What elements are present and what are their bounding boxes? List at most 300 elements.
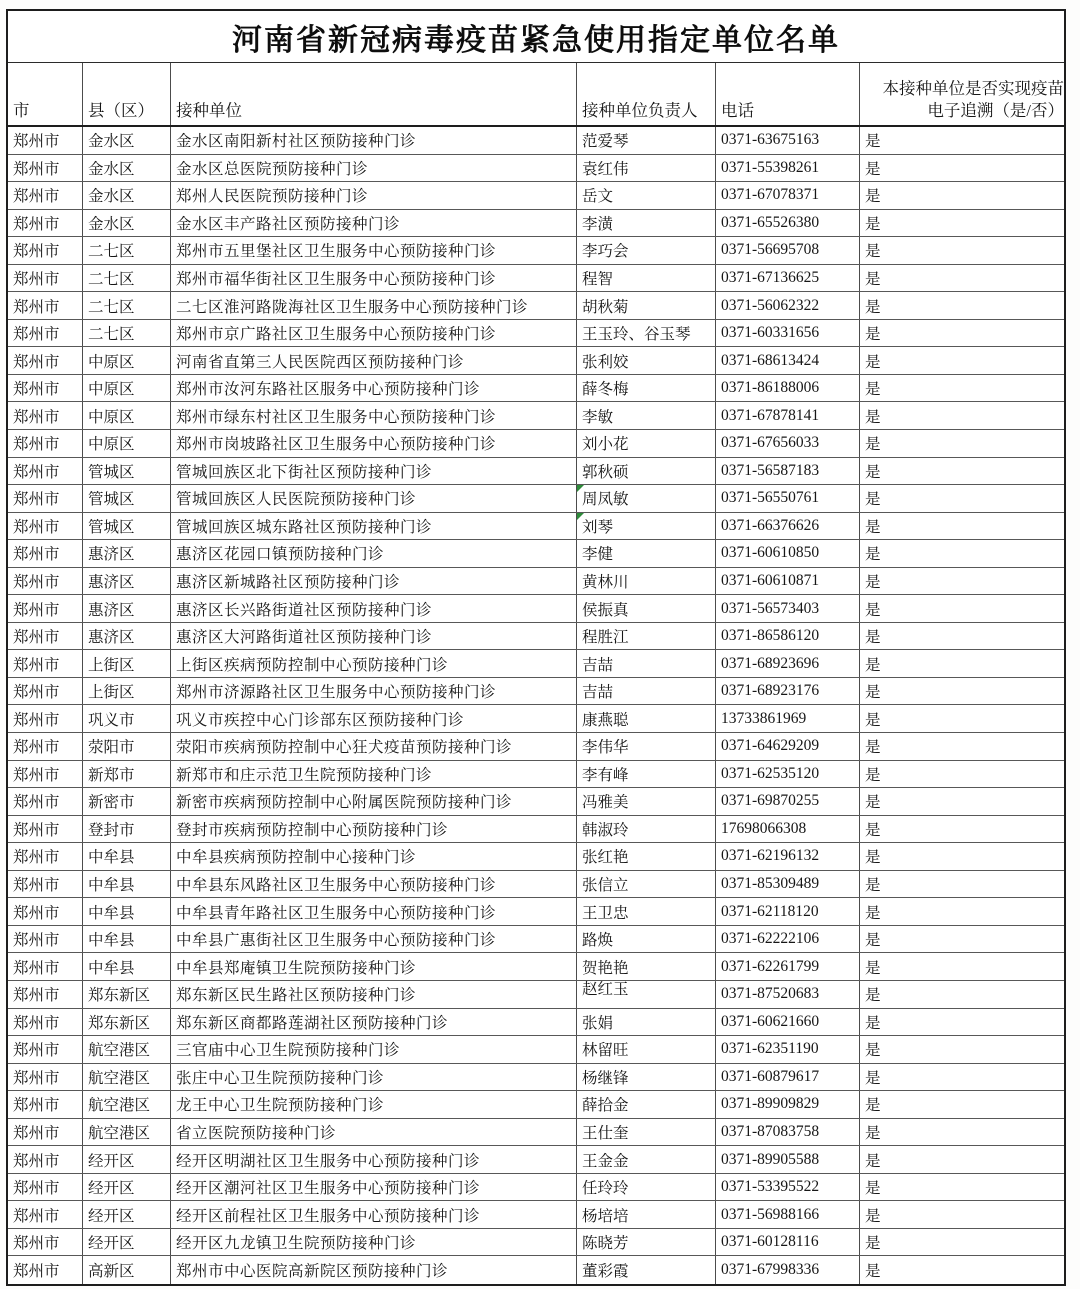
cell-phone: 0371-67136625 bbox=[716, 265, 860, 292]
cell-unit: 三官庙中心卫生院预防接种门诊 bbox=[171, 1036, 577, 1063]
cell-leader: 吉喆 bbox=[577, 678, 716, 705]
cell-district: 中牟县 bbox=[83, 953, 171, 980]
cell-district: 经开区 bbox=[83, 1201, 171, 1228]
table-row bbox=[8, 1174, 1064, 1202]
cell-trace: 是 bbox=[865, 1014, 881, 1032]
cell-phone: 0371-69870255 bbox=[716, 788, 860, 815]
cell-trace: 是 bbox=[865, 794, 881, 812]
cell-unit: 郑东新区民生路社区预防接种门诊 bbox=[171, 981, 577, 1008]
cell-leader: 任玲玲 bbox=[577, 1174, 716, 1201]
cell-trace: 是 bbox=[865, 408, 881, 426]
cell-unit: 惠济区长兴路街道社区预防接种门诊 bbox=[171, 595, 577, 622]
cell-district: 惠济区 bbox=[83, 595, 171, 622]
cell-phone: 0371-85309489 bbox=[716, 871, 860, 898]
cell-trace: 是 bbox=[865, 877, 881, 895]
table-row bbox=[8, 430, 1064, 458]
table-row bbox=[8, 843, 1064, 871]
cell-phone: 0371-62351190 bbox=[716, 1036, 860, 1063]
table-row bbox=[8, 733, 1064, 761]
cell-district: 管城区 bbox=[83, 513, 171, 540]
cell-leader: 陈晓芳 bbox=[577, 1229, 716, 1256]
cell-city: 郑州市 bbox=[8, 981, 83, 1008]
cell-city: 郑州市 bbox=[8, 347, 83, 374]
header-cell-city: 市 bbox=[8, 63, 83, 125]
cell-unit: 中牟县疾病预防控制中心接种门诊 bbox=[171, 843, 577, 870]
cell-leader: 刘琴 bbox=[577, 513, 716, 540]
cell-phone: 0371-62222106 bbox=[716, 926, 860, 953]
cell-phone: 0371-86188006 bbox=[716, 375, 860, 402]
cell-city: 郑州市 bbox=[8, 761, 83, 788]
cell-leader: 张信立 bbox=[577, 871, 716, 898]
cell-city: 郑州市 bbox=[8, 678, 83, 705]
cell-trace: 是 bbox=[865, 298, 881, 316]
cell-city: 郑州市 bbox=[8, 733, 83, 760]
cell-phone: 0371-67998336 bbox=[716, 1256, 860, 1284]
cell-leader: 康燕聪 bbox=[577, 705, 716, 732]
cell-district: 金水区 bbox=[83, 127, 171, 154]
cell-city: 郑州市 bbox=[8, 292, 83, 319]
table-row bbox=[8, 540, 1064, 568]
cell-phone: 0371-56550761 bbox=[716, 485, 860, 512]
cell-unit: 经开区明湖社区卫生服务中心预防接种门诊 bbox=[171, 1146, 577, 1173]
table-row bbox=[8, 650, 1064, 678]
cell-district: 二七区 bbox=[83, 237, 171, 264]
table-row bbox=[8, 347, 1064, 375]
cell-city: 郑州市 bbox=[8, 540, 83, 567]
cell-city: 郑州市 bbox=[8, 705, 83, 732]
cell-city: 郑州市 bbox=[8, 926, 83, 953]
cell-trace: 是 bbox=[865, 711, 881, 729]
table-row bbox=[8, 953, 1064, 981]
cell-phone: 0371-60621660 bbox=[716, 1009, 860, 1036]
cell-unit: 中牟县青年路社区卫生服务中心预防接种门诊 bbox=[171, 898, 577, 925]
cell-phone: 0371-60331656 bbox=[716, 320, 860, 347]
cell-trace: 是 bbox=[865, 1263, 881, 1281]
cell-district: 惠济区 bbox=[83, 568, 171, 595]
cell-city: 郑州市 bbox=[8, 485, 83, 512]
cell-district: 二七区 bbox=[83, 320, 171, 347]
cell-city: 郑州市 bbox=[8, 237, 83, 264]
cell-trace: 是 bbox=[865, 326, 881, 344]
cell-leader: 范爱琴 bbox=[577, 127, 716, 154]
table-row bbox=[8, 926, 1064, 954]
cell-trace: 是 bbox=[865, 601, 881, 619]
cell-leader: 张利姣 bbox=[577, 347, 716, 374]
cell-leader: 王玉玲、谷玉琴 bbox=[577, 320, 716, 347]
cell-trace: 是 bbox=[865, 629, 881, 647]
cell-phone: 0371-62118120 bbox=[716, 898, 860, 925]
cell-unit: 管城回族区人民医院预防接种门诊 bbox=[171, 485, 577, 512]
cell-district: 登封市 bbox=[83, 816, 171, 843]
cell-city: 郑州市 bbox=[8, 1174, 83, 1201]
table-row bbox=[8, 513, 1064, 541]
cell-leader: 韩淑玲 bbox=[577, 816, 716, 843]
table-row bbox=[8, 485, 1064, 513]
cell-district: 郑东新区 bbox=[83, 981, 171, 1008]
cell-leader: 林留旺 bbox=[577, 1036, 716, 1063]
cell-district: 上街区 bbox=[83, 678, 171, 705]
cell-phone: 0371-56587183 bbox=[716, 458, 860, 485]
cell-trace: 是 bbox=[865, 133, 881, 151]
table-row bbox=[8, 210, 1064, 238]
cell-phone: 0371-56695708 bbox=[716, 237, 860, 264]
cell-leader: 张红艳 bbox=[577, 843, 716, 870]
cell-leader: 杨培培 bbox=[577, 1201, 716, 1228]
cell-leader: 李巧会 bbox=[577, 237, 716, 264]
cell-trace: 是 bbox=[865, 381, 881, 399]
cell-city: 郑州市 bbox=[8, 623, 83, 650]
cell-leader: 岳文 bbox=[577, 182, 716, 209]
cell-unit: 经开区九龙镇卫生院预防接种门诊 bbox=[171, 1229, 577, 1256]
cell-district: 惠济区 bbox=[83, 540, 171, 567]
cell-phone: 13733861969 bbox=[716, 705, 860, 732]
cell-unit: 郑州市绿东村社区卫生服务中心预防接种门诊 bbox=[171, 402, 577, 429]
table-row bbox=[8, 623, 1064, 651]
cell-city: 郑州市 bbox=[8, 155, 83, 182]
vaccine-units-table bbox=[6, 9, 1066, 1286]
cell-leader: 李潢 bbox=[577, 210, 716, 237]
cell-trace: 是 bbox=[865, 766, 881, 784]
table-row bbox=[8, 761, 1064, 789]
cell-phone: 0371-89905588 bbox=[716, 1146, 860, 1173]
cell-phone: 0371-62196132 bbox=[716, 843, 860, 870]
cell-phone: 0371-62535120 bbox=[716, 761, 860, 788]
cell-city: 郑州市 bbox=[8, 595, 83, 622]
cell-city: 郑州市 bbox=[8, 1256, 83, 1284]
cell-trace: 是 bbox=[865, 1235, 881, 1253]
cell-phone: 0371-64629209 bbox=[716, 733, 860, 760]
cell-leader: 侯振真 bbox=[577, 595, 716, 622]
cell-city: 郑州市 bbox=[8, 1119, 83, 1146]
table-row bbox=[8, 375, 1064, 403]
cell-district: 新郑市 bbox=[83, 761, 171, 788]
cell-phone: 0371-53395522 bbox=[716, 1174, 860, 1201]
cell-unit: 郑州市岗坡路社区卫生服务中心预防接种门诊 bbox=[171, 430, 577, 457]
header-cell-unit: 接种单位 bbox=[171, 63, 577, 125]
table-row bbox=[8, 788, 1064, 816]
cell-leader: 薛拾金 bbox=[577, 1091, 716, 1118]
cell-unit: 登封市疾病预防控制中心预防接种门诊 bbox=[171, 816, 577, 843]
cell-leader: 李有峰 bbox=[577, 761, 716, 788]
cell-unit: 经开区前程社区卫生服务中心预防接种门诊 bbox=[171, 1201, 577, 1228]
table-row bbox=[8, 458, 1064, 486]
cell-unit: 管城回族区北下街社区预防接种门诊 bbox=[171, 458, 577, 485]
cell-phone: 0371-67078371 bbox=[716, 182, 860, 209]
header-cell-district: 县（区） bbox=[83, 63, 171, 125]
cell-trace: 是 bbox=[865, 160, 881, 178]
cell-city: 郑州市 bbox=[8, 898, 83, 925]
table-row bbox=[8, 1256, 1064, 1284]
table-row bbox=[8, 1036, 1064, 1064]
cell-leader: 路焕 bbox=[577, 926, 716, 953]
header-cell-phone: 电话 bbox=[716, 63, 860, 125]
cell-unit: 郑州市济源路社区卫生服务中心预防接种门诊 bbox=[171, 678, 577, 705]
cell-trace: 是 bbox=[865, 849, 881, 867]
cell-leader: 赵红玉 bbox=[577, 981, 716, 1008]
cell-trace: 是 bbox=[865, 463, 881, 481]
cell-unit: 惠济区新城路社区预防接种门诊 bbox=[171, 568, 577, 595]
cell-leader: 杨继锋 bbox=[577, 1064, 716, 1091]
cell-unit: 金水区南阳新村社区预防接种门诊 bbox=[171, 127, 577, 154]
cell-city: 郑州市 bbox=[8, 402, 83, 429]
cell-phone: 0371-68923176 bbox=[716, 678, 860, 705]
cell-unit: 郑州市京广路社区卫生服务中心预防接种门诊 bbox=[171, 320, 577, 347]
table-row bbox=[8, 1091, 1064, 1119]
cell-district: 航空港区 bbox=[83, 1091, 171, 1118]
cell-trace: 是 bbox=[865, 1124, 881, 1142]
cell-district: 管城区 bbox=[83, 458, 171, 485]
cell-trace: 是 bbox=[865, 1207, 881, 1225]
cell-leader: 李伟华 bbox=[577, 733, 716, 760]
cell-phone: 0371-60879617 bbox=[716, 1064, 860, 1091]
table-row bbox=[8, 402, 1064, 430]
cell-phone: 0371-67656033 bbox=[716, 430, 860, 457]
cell-city: 郑州市 bbox=[8, 182, 83, 209]
cell-phone: 0371-60610850 bbox=[716, 540, 860, 567]
cell-district: 中牟县 bbox=[83, 843, 171, 870]
cell-unit: 新郑市和庄示范卫生院预防接种门诊 bbox=[171, 761, 577, 788]
cell-city: 郑州市 bbox=[8, 210, 83, 237]
cell-leader: 周凤敏 bbox=[577, 485, 716, 512]
cell-leader: 冯雅美 bbox=[577, 788, 716, 815]
cell-district: 管城区 bbox=[83, 485, 171, 512]
cell-leader: 袁红伟 bbox=[577, 155, 716, 182]
cell-phone: 0371-55398261 bbox=[716, 155, 860, 182]
cell-phone: 0371-89909829 bbox=[716, 1091, 860, 1118]
table-row bbox=[8, 1009, 1064, 1037]
cell-unit: 金水区总医院预防接种门诊 bbox=[171, 155, 577, 182]
cell-leader: 刘小花 bbox=[577, 430, 716, 457]
cell-district: 金水区 bbox=[83, 155, 171, 182]
cell-phone: 0371-56062322 bbox=[716, 292, 860, 319]
cell-trace: 是 bbox=[865, 987, 881, 1005]
cell-district: 新密市 bbox=[83, 788, 171, 815]
cell-city: 郑州市 bbox=[8, 1091, 83, 1118]
cell-trace: 是 bbox=[865, 1180, 881, 1198]
cell-trace: 是 bbox=[865, 821, 881, 839]
cell-unit: 荥阳市疾病预防控制中心狂犬疫苗预防接种门诊 bbox=[171, 733, 577, 760]
cell-trace: 是 bbox=[865, 518, 881, 536]
cell-unit: 郑州市五里堡社区卫生服务中心预防接种门诊 bbox=[171, 237, 577, 264]
cell-district: 中原区 bbox=[83, 402, 171, 429]
cell-leader: 董彩霞 bbox=[577, 1256, 716, 1284]
cell-trace: 是 bbox=[865, 243, 881, 261]
header-trace-line2: 电子追溯（是/否） bbox=[927, 100, 1064, 120]
cell-unit: 二七区淮河路陇海社区卫生服务中心预防接种门诊 bbox=[171, 292, 577, 319]
cell-district: 经开区 bbox=[83, 1229, 171, 1256]
cell-unit: 河南省直第三人民医院西区预防接种门诊 bbox=[171, 347, 577, 374]
cell-unit: 中牟县郑庵镇卫生院预防接种门诊 bbox=[171, 953, 577, 980]
cell-phone: 0371-68613424 bbox=[716, 347, 860, 374]
cell-district: 荥阳市 bbox=[83, 733, 171, 760]
cell-leader: 吉喆 bbox=[577, 650, 716, 677]
cell-unit: 经开区潮河社区卫生服务中心预防接种门诊 bbox=[171, 1174, 577, 1201]
cell-trace: 是 bbox=[865, 491, 881, 509]
table-row bbox=[8, 568, 1064, 596]
table-header-row bbox=[8, 63, 1064, 127]
cell-unit: 郑东新区商都路莲湖社区预防接种门诊 bbox=[171, 1009, 577, 1036]
table-row bbox=[8, 1119, 1064, 1147]
cell-district: 上街区 bbox=[83, 650, 171, 677]
cell-leader: 程胜江 bbox=[577, 623, 716, 650]
cell-city: 郑州市 bbox=[8, 375, 83, 402]
table-row bbox=[8, 182, 1064, 210]
cell-city: 郑州市 bbox=[8, 320, 83, 347]
table-row bbox=[8, 981, 1064, 1009]
cell-unit: 惠济区大河路街道社区预防接种门诊 bbox=[171, 623, 577, 650]
cell-district: 巩义市 bbox=[83, 705, 171, 732]
header-cell-trace bbox=[860, 63, 1064, 125]
cell-district: 二七区 bbox=[83, 265, 171, 292]
cell-district: 经开区 bbox=[83, 1174, 171, 1201]
cell-trace: 是 bbox=[865, 1069, 881, 1087]
cell-unit: 惠济区花园口镇预防接种门诊 bbox=[171, 540, 577, 567]
cell-unit: 郑州市汝河东路社区服务中心预防接种门诊 bbox=[171, 375, 577, 402]
cell-phone: 0371-86586120 bbox=[716, 623, 860, 650]
cell-district: 金水区 bbox=[83, 210, 171, 237]
cell-unit: 中牟县广惠街社区卫生服务中心预防接种门诊 bbox=[171, 926, 577, 953]
cell-leader: 王仕奎 bbox=[577, 1119, 716, 1146]
table-row bbox=[8, 816, 1064, 844]
cell-phone: 0371-87083758 bbox=[716, 1119, 860, 1146]
cell-phone: 0371-56988166 bbox=[716, 1201, 860, 1228]
cell-district: 航空港区 bbox=[83, 1119, 171, 1146]
table-row bbox=[8, 155, 1064, 183]
cell-trace: 是 bbox=[865, 188, 881, 206]
cell-district: 中牟县 bbox=[83, 898, 171, 925]
table-row bbox=[8, 1201, 1064, 1229]
cell-district: 中牟县 bbox=[83, 871, 171, 898]
table-row bbox=[8, 1064, 1064, 1092]
cell-leader: 黄林川 bbox=[577, 568, 716, 595]
table-row bbox=[8, 237, 1064, 265]
cell-unit: 巩义市疾控中心门诊部东区预防接种门诊 bbox=[171, 705, 577, 732]
cell-district: 惠济区 bbox=[83, 623, 171, 650]
cell-trace: 是 bbox=[865, 932, 881, 950]
table-row bbox=[8, 320, 1064, 348]
cell-district: 经开区 bbox=[83, 1146, 171, 1173]
cell-phone: 0371-65526380 bbox=[716, 210, 860, 237]
cell-district: 二七区 bbox=[83, 292, 171, 319]
cell-city: 郑州市 bbox=[8, 843, 83, 870]
cell-phone: 0371-62261799 bbox=[716, 953, 860, 980]
cell-trace: 是 bbox=[865, 684, 881, 702]
cell-city: 郑州市 bbox=[8, 430, 83, 457]
cell-leader: 薛冬梅 bbox=[577, 375, 716, 402]
cell-district: 金水区 bbox=[83, 182, 171, 209]
cell-leader: 王卫忠 bbox=[577, 898, 716, 925]
cell-city: 郑州市 bbox=[8, 953, 83, 980]
cell-district: 中原区 bbox=[83, 347, 171, 374]
table-row bbox=[8, 265, 1064, 293]
cell-city: 郑州市 bbox=[8, 1009, 83, 1036]
cell-city: 郑州市 bbox=[8, 1036, 83, 1063]
cell-district: 中牟县 bbox=[83, 926, 171, 953]
cell-city: 郑州市 bbox=[8, 568, 83, 595]
cell-trace: 是 bbox=[865, 1097, 881, 1115]
cell-phone: 0371-66376626 bbox=[716, 513, 860, 540]
cell-leader: 李健 bbox=[577, 540, 716, 567]
cell-trace: 是 bbox=[865, 904, 881, 922]
cell-unit: 郑州市福华街社区卫生服务中心预防接种门诊 bbox=[171, 265, 577, 292]
cell-city: 郑州市 bbox=[8, 265, 83, 292]
cell-unit: 省立医院预防接种门诊 bbox=[171, 1119, 577, 1146]
cell-leader: 贺艳艳 bbox=[577, 953, 716, 980]
cell-district: 航空港区 bbox=[83, 1064, 171, 1091]
cell-leader: 郭秋硕 bbox=[577, 458, 716, 485]
cell-phone: 0371-68923696 bbox=[716, 650, 860, 677]
cell-city: 郑州市 bbox=[8, 1064, 83, 1091]
table-row bbox=[8, 705, 1064, 733]
cell-trace: 是 bbox=[865, 656, 881, 674]
header-cell-leader: 接种单位负责人 bbox=[577, 63, 716, 125]
cell-district: 中原区 bbox=[83, 430, 171, 457]
cell-unit: 龙王中心卫生院预防接种门诊 bbox=[171, 1091, 577, 1118]
cell-district: 高新区 bbox=[83, 1256, 171, 1284]
cell-unit: 上街区疾病预防控制中心预防接种门诊 bbox=[171, 650, 577, 677]
cell-unit: 郑州人民医院预防接种门诊 bbox=[171, 182, 577, 209]
cell-trace: 是 bbox=[865, 1042, 881, 1060]
table-row bbox=[8, 127, 1064, 155]
table-row bbox=[8, 1146, 1064, 1174]
table-row bbox=[8, 678, 1064, 706]
cell-phone: 0371-87520683 bbox=[716, 981, 860, 1008]
cell-unit: 金水区丰产路社区预防接种门诊 bbox=[171, 210, 577, 237]
cell-phone: 0371-60128116 bbox=[716, 1229, 860, 1256]
cell-phone: 0371-60610871 bbox=[716, 568, 860, 595]
cell-city: 郑州市 bbox=[8, 871, 83, 898]
table-body bbox=[8, 127, 1064, 1284]
cell-city: 郑州市 bbox=[8, 1201, 83, 1228]
cell-unit: 中牟县东风路社区卫生服务中心预防接种门诊 bbox=[171, 871, 577, 898]
cell-phone: 0371-63675163 bbox=[716, 127, 860, 154]
cell-unit: 新密市疾病预防控制中心附属医院预防接种门诊 bbox=[171, 788, 577, 815]
cell-trace: 是 bbox=[865, 353, 881, 371]
cell-trace: 是 bbox=[865, 739, 881, 757]
cell-trace: 是 bbox=[865, 436, 881, 454]
header-trace-line1: 本接种单位是否实现疫苗 bbox=[882, 79, 1064, 99]
cell-district: 郑东新区 bbox=[83, 1009, 171, 1036]
page-title: 河南省新冠病毒疫苗紧急使用指定单位名单 bbox=[8, 11, 1064, 63]
cell-trace: 是 bbox=[865, 1152, 881, 1170]
table-row bbox=[8, 898, 1064, 926]
cell-city: 郑州市 bbox=[8, 788, 83, 815]
table-row bbox=[8, 1229, 1064, 1257]
cell-trace: 是 bbox=[865, 271, 881, 288]
cell-unit: 郑州市中心医院高新院区预防接种门诊 bbox=[171, 1256, 577, 1284]
cell-phone: 17698066308 bbox=[716, 816, 860, 843]
cell-trace: 是 bbox=[865, 574, 881, 592]
cell-leader: 李敏 bbox=[577, 402, 716, 429]
cell-district: 航空港区 bbox=[83, 1036, 171, 1063]
cell-leader: 程智 bbox=[577, 265, 716, 292]
table-row bbox=[8, 595, 1064, 623]
cell-leader: 张娟 bbox=[577, 1009, 716, 1036]
cell-unit: 管城回族区城东路社区预防接种门诊 bbox=[171, 513, 577, 540]
cell-city: 郑州市 bbox=[8, 650, 83, 677]
cell-city: 郑州市 bbox=[8, 127, 83, 154]
cell-trace: 是 bbox=[865, 215, 881, 233]
cell-city: 郑州市 bbox=[8, 1146, 83, 1173]
cell-trace: 是 bbox=[865, 546, 881, 564]
cell-trace: 是 bbox=[865, 959, 881, 977]
table-row bbox=[8, 871, 1064, 899]
cell-unit: 张庄中心卫生院预防接种门诊 bbox=[171, 1064, 577, 1091]
cell-district: 中原区 bbox=[83, 375, 171, 402]
cell-leader: 胡秋菊 bbox=[577, 292, 716, 319]
cell-city: 郑州市 bbox=[8, 1229, 83, 1256]
cell-city: 郑州市 bbox=[8, 458, 83, 485]
